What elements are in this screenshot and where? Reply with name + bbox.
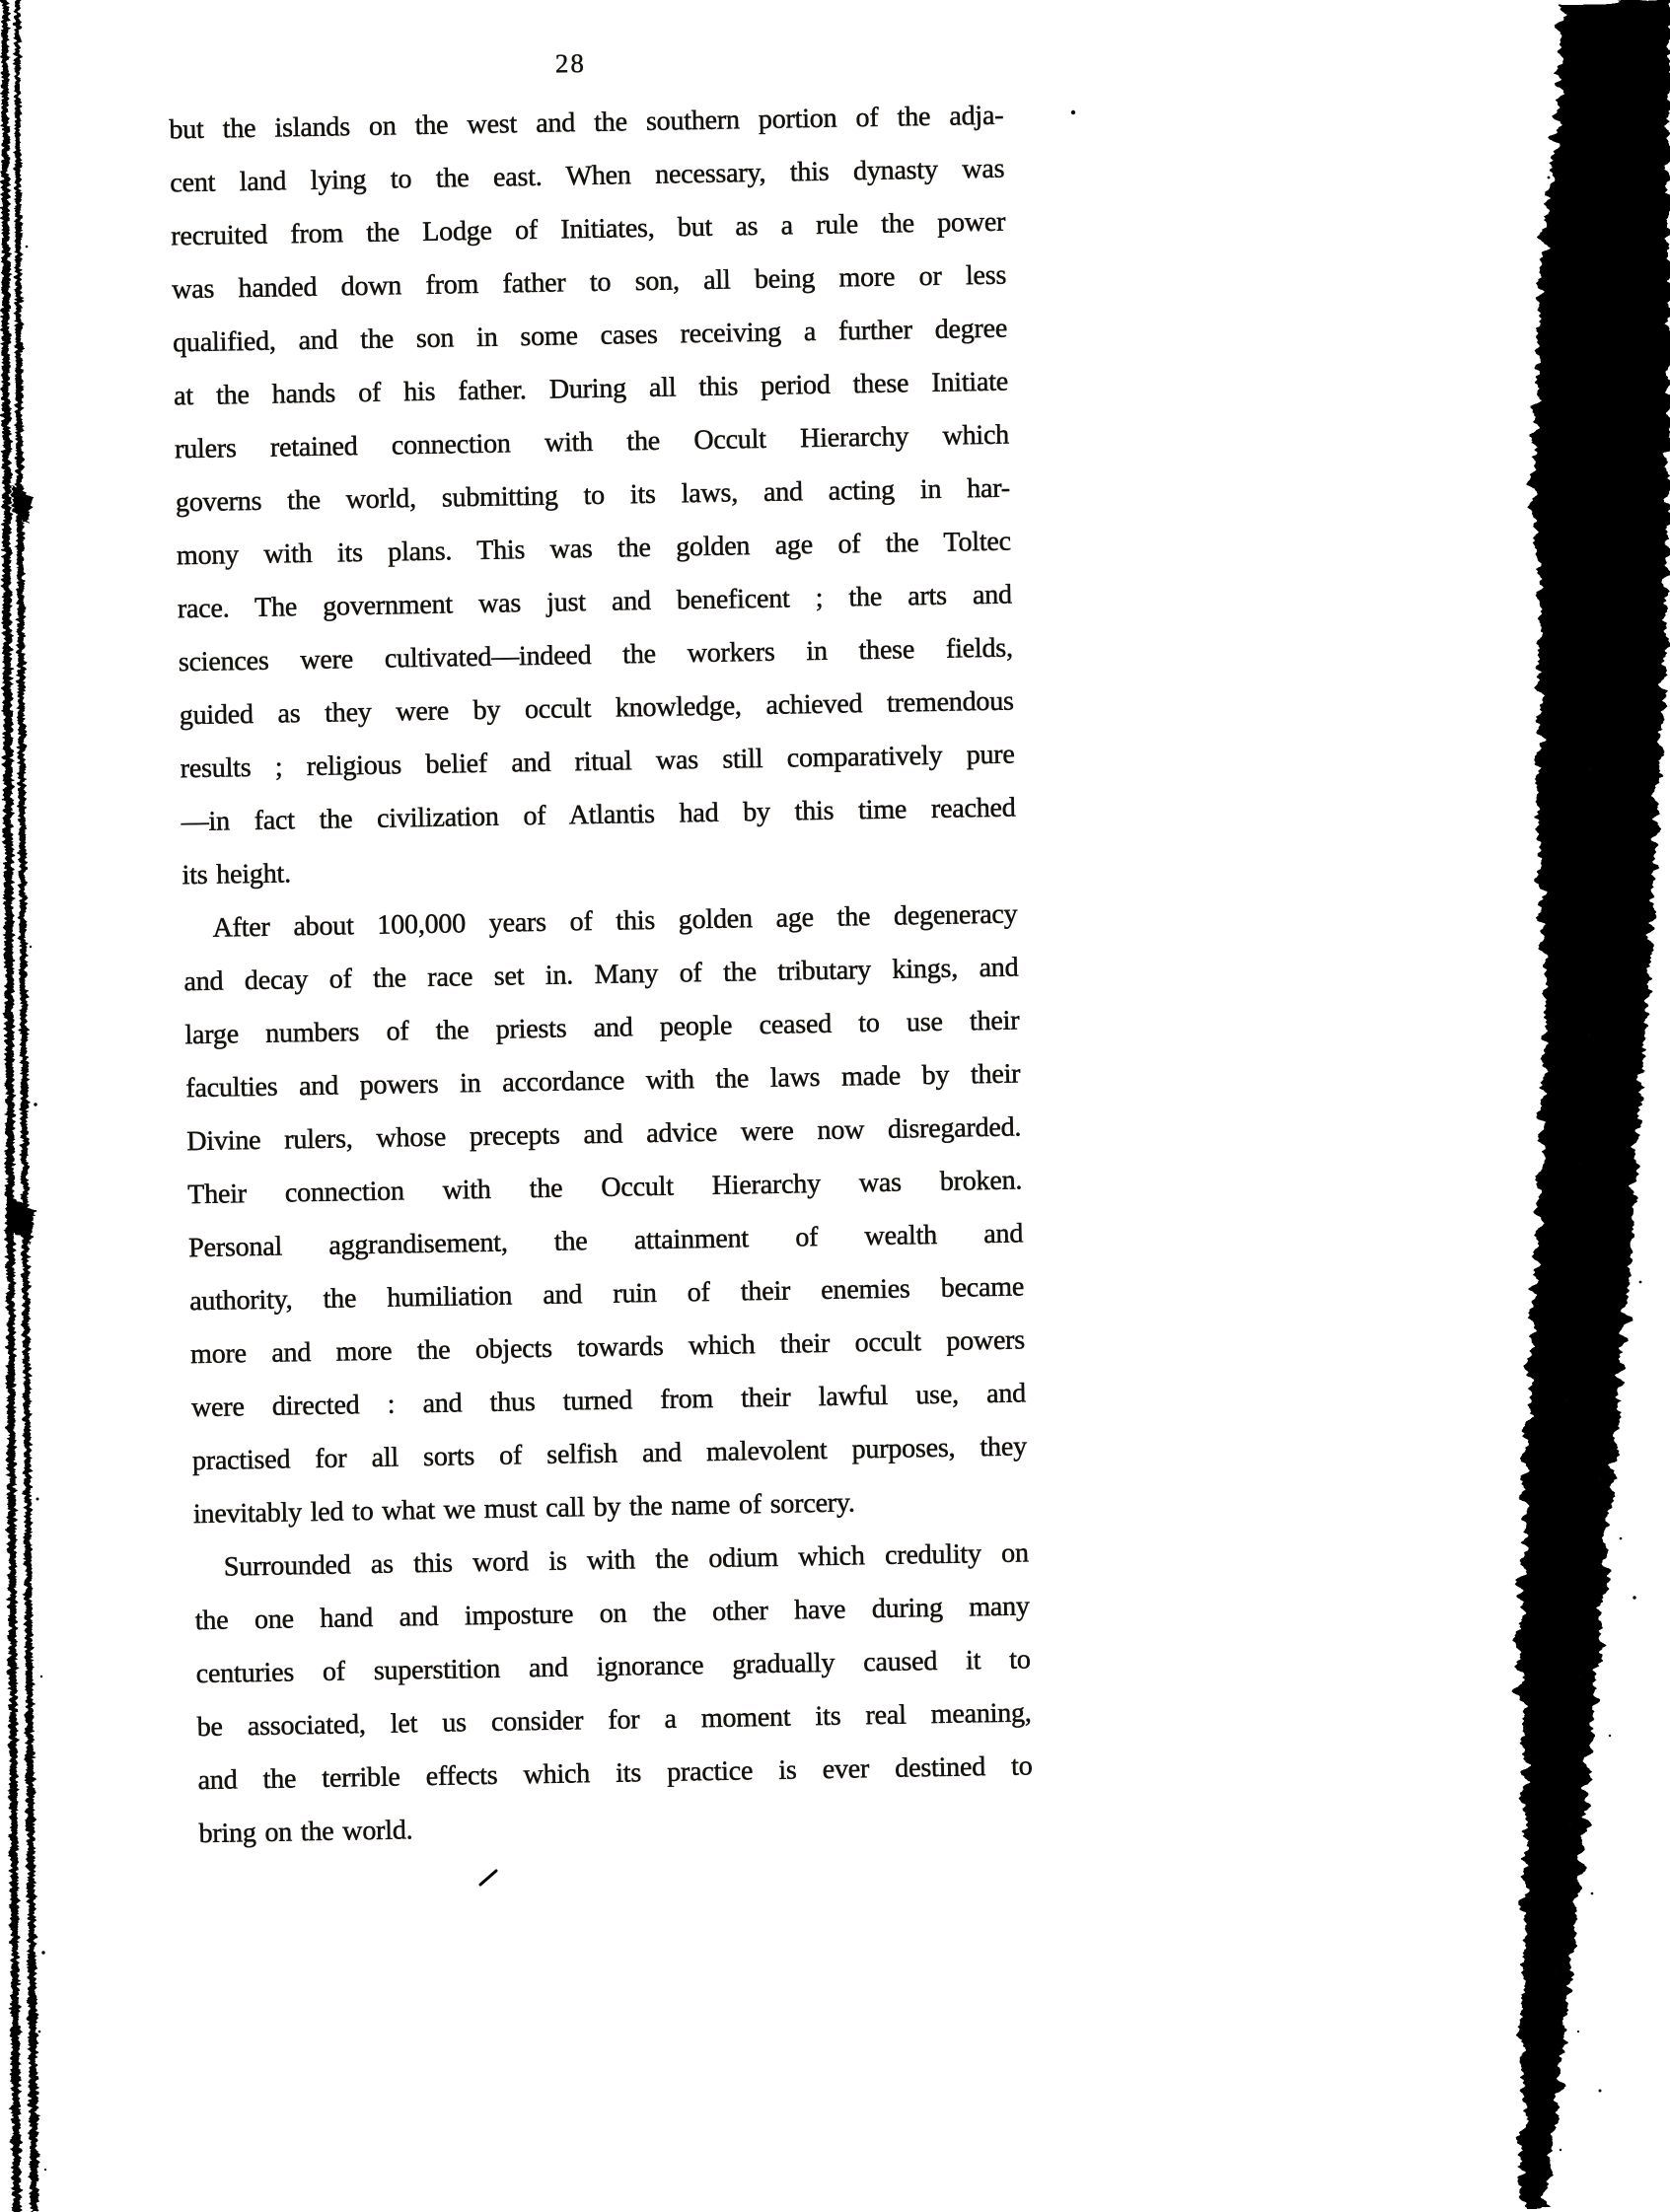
text-line: After about 100,000 years of this golden age the degeneracy — [212, 898, 1018, 944]
scan-edge-left-blob-2 — [9, 1195, 35, 1245]
text-line: Their connection with the Occult Hierarchy was broken. — [187, 1165, 1023, 1211]
text-line: faculties and powers in accordance with the laws made by their — [185, 1058, 1021, 1105]
text-line: rulers retained connection with the Occult Hierarchy which — [174, 419, 1010, 465]
paragraph-1 — [169, 90, 1017, 903]
text-line: practised for all sorts of selfish and malevolent purposes, they — [191, 1431, 1028, 1477]
text-line: Divine rulers, whose precepts and advice were now disregarded. — [186, 1111, 1022, 1158]
page-text-block — [168, 38, 1034, 1861]
page-number: 28 — [554, 47, 587, 79]
text-line: were directed : and thus turned from their lawful use, and — [190, 1378, 1027, 1424]
scan-edge-right-band — [1518, 0, 1670, 2212]
text-line: guided as they were by occult knowledge, achieved tremendous — [179, 685, 1014, 732]
text-line: sciences were cultivated—indeed the workers in these fields, — [178, 632, 1014, 678]
text-line: authority, the humiliation and ruin of their enemies became — [188, 1271, 1025, 1318]
text-line: and decay of the race set in. Many of the tributary kings, and — [183, 952, 1019, 998]
paragraph-2 — [182, 888, 1028, 1541]
text-line: at the hands of his father. During all this period these Initiate — [173, 366, 1009, 412]
text-line: Personal aggrandisement, the attainment of wealth and — [187, 1218, 1024, 1264]
text-line: cent land lying to the east. When necessary, this dynasty was — [170, 153, 1005, 199]
scan-edge-left-line-2 — [15, 0, 38, 2212]
text-line: bring on the world. — [198, 1815, 413, 1850]
text-line: but the islands on the west and the southern portion of the adja- — [169, 100, 1004, 146]
text-line: was handed down from father to son, all being more or less — [171, 259, 1007, 306]
text-line: its height. — [182, 858, 292, 892]
text-line: large numbers of the priests and people ceased to use their — [184, 1005, 1020, 1051]
text-line: results ; religious belief and ritual was still comparatively pure — [180, 739, 1015, 785]
text-line: qualified, and the son in some cases receiving a further degree — [172, 313, 1008, 359]
text-line: centuries of superstition and ignorance gradually caused it to — [195, 1644, 1031, 1690]
text-line: and the terrible effects which its practice is ever destined to — [197, 1750, 1033, 1797]
text-line: Surrounded as this word is with the odium which credulity on — [223, 1537, 1030, 1583]
scan-edge-left-blob-1 — [12, 485, 33, 525]
text-line: governs the world, submitting to its laws, and acting in har- — [175, 472, 1011, 519]
text-line: race. The government was just and beneficent ; the arts and — [177, 579, 1013, 625]
text-line: —in fact the civilization of Atlantis had by this time reached — [181, 792, 1016, 838]
speck-dot-above-page-number — [1071, 110, 1075, 114]
text-line: the one hand and imposture on the other have during many — [194, 1591, 1030, 1637]
paragraph-3 — [193, 1527, 1034, 1861]
stray-pen-tick — [480, 1871, 496, 1885]
text-line: recruited from the Lodge of Initiates, but as a rule the power — [171, 206, 1006, 252]
paragraphs-container — [169, 90, 1034, 1861]
text-line: mony with its plans. This was the golden age of the Toltec — [176, 526, 1012, 572]
text-line: more and more the objects towards which their occult powers — [189, 1324, 1026, 1371]
text-line: inevitably led to what we must call by the name of sorcery. — [192, 1487, 855, 1531]
text-line: be associated, let us consider for a moment its real meaning, — [196, 1697, 1032, 1744]
scan-edge-left-line-1 — [2, 0, 21, 2212]
